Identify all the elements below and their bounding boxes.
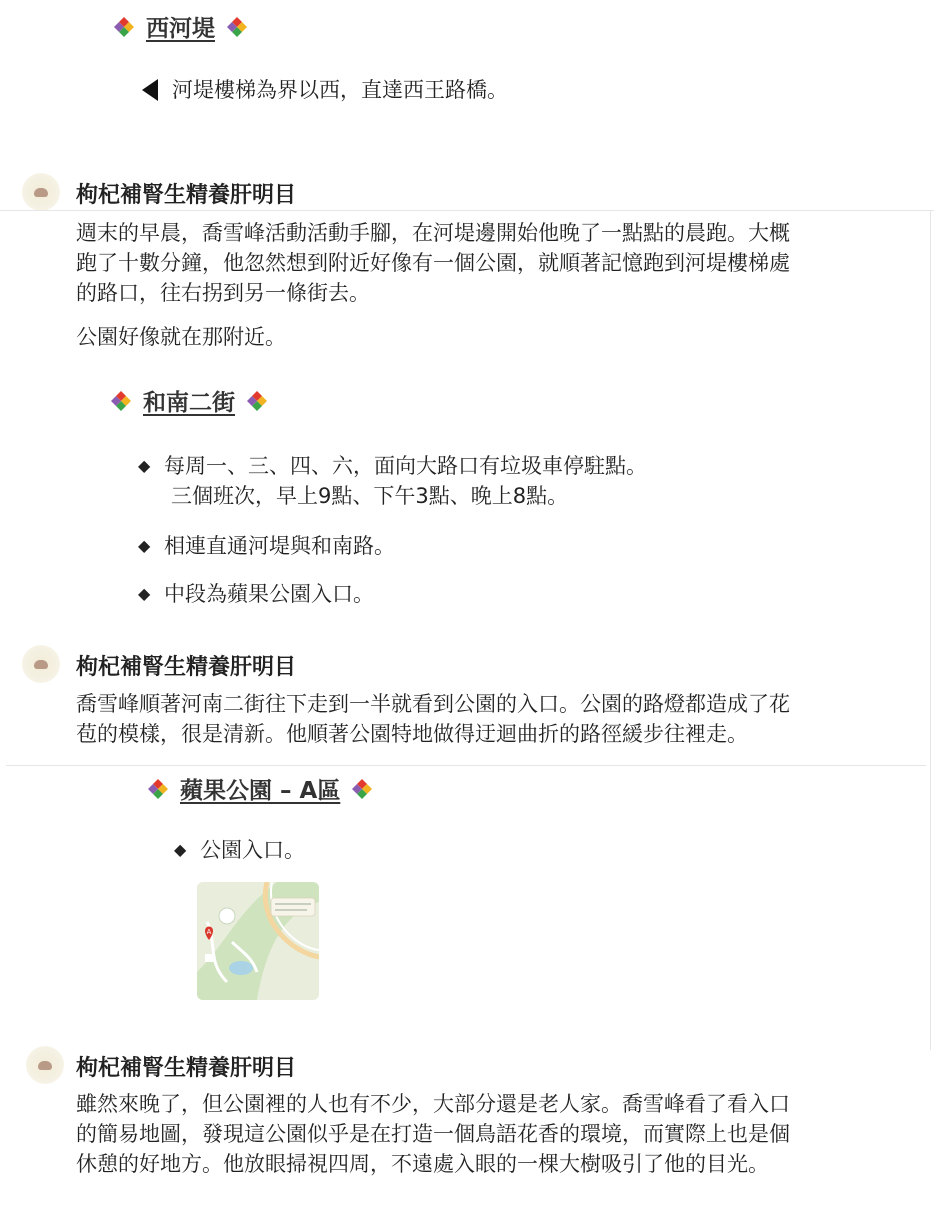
diamond-icon: [225, 15, 249, 39]
list-item-text: 中段為蘋果公園入口。: [164, 582, 374, 606]
post-body: [76, 218, 906, 308]
list-item: [138, 531, 395, 561]
post-line: 苞的模樣，很是清新。他順著公園特地做得迂迴曲折的路徑緩步往裡走。: [76, 722, 748, 746]
map-image: [197, 882, 319, 1000]
list-item: [138, 579, 374, 609]
section-title: 和南二街: [143, 390, 235, 416]
list-item-text: 公園入口。: [200, 838, 305, 862]
section-header-henan-2nd-st: [109, 384, 269, 417]
divider: [930, 210, 931, 1050]
list-item: [174, 835, 305, 865]
divider: [6, 765, 926, 766]
post-line: 喬雪峰順著河南二街往下走到一半就看到公園的入口。公園的路燈都造成了花: [76, 692, 790, 716]
diamond-bullet-icon: ◆: [138, 584, 151, 603]
divider: [0, 210, 934, 211]
post-author[interactable]: 枸杞補腎生精養肝明目: [76, 183, 297, 208]
diamond-bullet-icon: ◆: [138, 536, 151, 555]
avatar[interactable]: [22, 173, 60, 211]
avatar-image: [34, 188, 48, 197]
diamond-icon: [245, 389, 269, 413]
diamond-bullet-icon: ◆: [174, 840, 187, 859]
list-item-text: 每周一、三、四、六，面向大路口有垃圾車停駐點。: [164, 454, 647, 478]
post-line: 雖然來晚了，但公園裡的人也有不少，大部分還是老人家。喬雪峰看了看入口: [76, 1092, 790, 1116]
post-author[interactable]: 枸杞補腎生精養肝明目: [76, 655, 297, 680]
post-line: 跑了十數分鐘，他忽然想到附近好像有一個公園，就順著記憶跑到河堤樓梯處: [76, 251, 790, 275]
list-item: [140, 75, 508, 105]
list-item: [138, 451, 647, 511]
list-item-text: 三個班次，早上9點、下午3點、晚上8點。: [171, 484, 569, 508]
section-title: 蘋果公園 – A區: [180, 778, 341, 804]
post-author[interactable]: 枸杞補腎生精養肝明目: [76, 1056, 297, 1081]
avatar-image: [38, 1061, 52, 1070]
section-title: 西河堤: [146, 16, 215, 42]
section-header-apple-park-a: [146, 772, 374, 805]
post-line: 的路口，往右拐到另一條街去。: [76, 281, 370, 305]
post-line: 休憩的好地方。他放眼掃視四周，不遠處入眼的一棵大樹吸引了他的目光。: [76, 1152, 769, 1176]
list-item-text: 相連直通河堤與和南路。: [164, 534, 395, 558]
list-item-text: 河堤樓梯為界以西，直達西王路橋。: [172, 78, 508, 102]
avatar-image: [34, 660, 48, 669]
post-body: [76, 1089, 906, 1179]
post-line: 週末的早晨，喬雪峰活動活動手腳，在河堤邊開始他晚了一點點的晨跑。大概: [76, 221, 790, 245]
post-line: 的簡易地圖，發現這公園似乎是在打造一個鳥語花香的環境，而實際上也是個: [76, 1122, 790, 1146]
diamond-icon: [146, 777, 170, 801]
diamond-icon: [112, 15, 136, 39]
diamond-icon: [109, 389, 133, 413]
park-map-thumbnail[interactable]: [197, 882, 319, 1000]
post-paragraph: 公園好像就在那附近。: [76, 325, 286, 349]
map-marker-label: A: [206, 929, 212, 936]
section-header-west-riverbank: [112, 10, 249, 43]
post-body: [76, 689, 906, 749]
avatar[interactable]: [26, 1046, 64, 1084]
triangle-left-icon: [140, 75, 160, 105]
avatar[interactable]: [22, 645, 60, 683]
diamond-bullet-icon: ◆: [138, 456, 151, 475]
diamond-icon: [350, 777, 374, 801]
